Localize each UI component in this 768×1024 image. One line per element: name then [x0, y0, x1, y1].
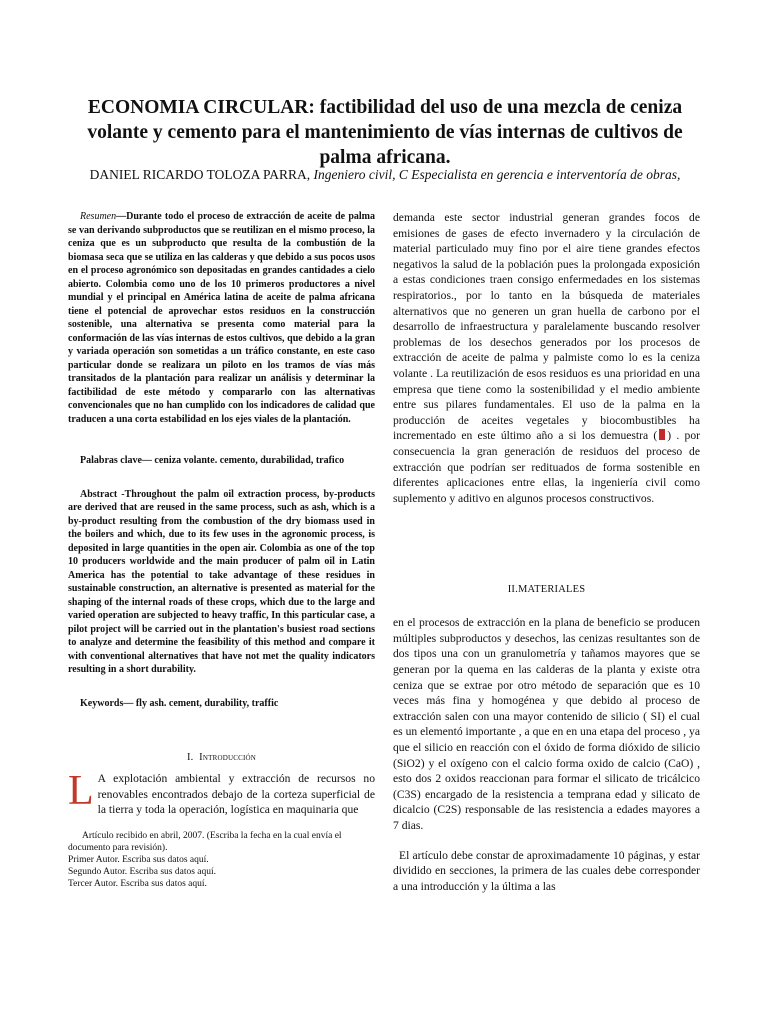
keywords: Keywords— fly ash. cement, durability, traffic: [80, 697, 279, 709]
intro-continuation: demanda este sector industrial generan grandes focos de emisiones de gases de efecto invernadero y la circulación de material particulado muy fino por el aire tiene grandes efectos negativos la salud de la población pues la prolongada exposición a estas condiciones traen consigo enfermedades en los sistemas respiratorios., por lo tanto en la búsqueda de materiales alternativos que no generen un gran huella de carbono por el desarrollo de infraestructura y paralelamente buscando resolver problemas de los desechos generados por los procesos de extracción de aceite de palma y palmiste como lo es la ceniza volante . La reutilización de esos residuos es una prioridad en una empresa que tiene como la sostenibilidad y el medio ambiente entre sus pilares fundamentales. El uso de la palma en la producción de aceites vegetales y biocombustibles ha incrementado en este último año a si los demuestra ( ) . por consecuencia la gran generación de residuos del proceso de extracción que podrían ser redituados de forma sostenible en diferentes aplicaciones entre ellas, la ingeniería civil como suplemento y aditivo en algunos procesos constructivos.: [393, 211, 701, 505]
left-column: [68, 210, 375, 890]
footnotes: [68, 830, 375, 890]
palabras-clave: Palabras clave— ceniza volante. cemento, durabilidad, trafico: [80, 455, 345, 466]
citation-marker: [659, 429, 665, 440]
footnote-author-1: Primer Autor. Escriba sus datos aquí.: [68, 854, 209, 865]
right-column: [393, 210, 700, 894]
author-name: DANIEL RICARDO TOLOZA PARRA,: [89, 167, 311, 182]
resumen-text: —Durante todo el proceso de extracción de aceite de palma se van derivando subproductos que se reutilizan en el mismo proceso, la ceniza que es un subproducto que resulta de la combustión de la biomasa seca que se utiliza en las calderas y que debido a sus pocos usos en el proceso agronómico son depositadas en grandes cantidades a cielo abierto. Colombia como uno de los 10 primeros productores a nivel mundial y el principal en América latina de aceite de palma africana tiene el potencial de aprovechar estos residuos en la construcción sostenible, una alternativa se presenta como material para la conformación de las vías internas de estos cultivos, que debido a la gran y variada operación son sometidas a un tráfico constante, en este caso particular donde se realizara un piloto en los tramos de vías más transitados de la plantación para realizar un análisis y determinar la factibilidad de este método y compararlo con las alternativas convencionales que no han cumplido con los indicadores de calidad que traducen a una corta estabilidad en los ejes viales de la plantación.: [68, 211, 375, 425]
intro-paragraph: [68, 768, 375, 818]
footnote-author-2: Segundo Autor. Escriba sus datos aquí.: [68, 866, 217, 877]
section-heading-materiales: II.MATERIALES: [507, 584, 586, 596]
footnote-author-3: Tercer Autor. Escriba sus datos aquí.: [68, 878, 207, 889]
author-affiliation: Ingeniero civil, C Especialista en gerencia e interventoría de obras,: [313, 167, 681, 182]
resumen-paragraph: [68, 210, 375, 426]
materiales-paragraph: en el procesos de extracción en la plana de beneficio se producen múltiples subproductos y desechos, las cenizas resultantes son de dos tipos una con un granulometría y tañamos mayores que se generan por la quema en las calderas de la planta y existe otra ceniza que se extrae por otro método de separación que es 10 veces más fina y homogénea y que debido al proceso de extracción salen con una mayor contenido de silicio ( SI) el cual es un elementó importante , a que en en una etapa del proceso , ya que el silicio en reacción con el óxido de forma dióxido de silicio (SiO2) y el oxígeno con el calcio forma oxido de calcio (CaO) , esto dos 2 oxidos reaccionan para formar el silicato de tricálcico (C3S) encargado de la resistencia a temprana edad y silicato de dicalcio (C2S) responsable de las resistencia a edades mayores a 7 dias.: [393, 616, 700, 832]
resumen-label: Resumen: [80, 211, 117, 222]
articulo-paragraph: El artículo debe constar de aproximadamente 10 páginas, y estar dividido en secciones, la primera de las cuales debe corresponder a una introducción y la última a las: [393, 848, 700, 893]
footnote-received: Artículo recibido en abril, 2007. (Escriba la fecha en la cual envía el documento para revisión).: [68, 830, 342, 853]
abstract-paragraph: Abstract -Throughout the palm oil extraction process, by-products are derived that are reused in the same process, such as ash, which is a by-product resulting from the combustion of the dry biomass used in the boilers and which, due to its few uses in the agronomic process, is deposited in large quantities in the open air. Colombia as one of the top 10 producers worldwide and the main producer of palm oil in Latin America has the potential to take advantage of these residues in sustainable construction, an alternative is presented as material for the shaping of the internal roads of these crops, which due to the large and varied operation are subjected to heavy traffic, In this particular case, a pilot project will be carried out in the plantation's busiest road sections to analyze and determine the feasibility of this method and compare it with conventional alternatives that have not met the quality indicators resulting in a short durability.: [68, 488, 375, 675]
section-heading-introduccion: I. Introducción: [186, 752, 257, 763]
paper-title: ECONOMIA CIRCULAR: factibilidad del uso de una mezcla de ceniza volante y cemento para el mantenimiento de vías internas de cultivos de palma africana.: [87, 97, 683, 168]
author-line: [80, 166, 690, 184]
intro-text: A explotación ambiental y extracción de recursos no renovables encontrados debajo de la corteza superficial de la tierra y toda la operación, logística en maquinaria que: [97, 772, 375, 817]
drop-cap: L: [68, 768, 94, 814]
